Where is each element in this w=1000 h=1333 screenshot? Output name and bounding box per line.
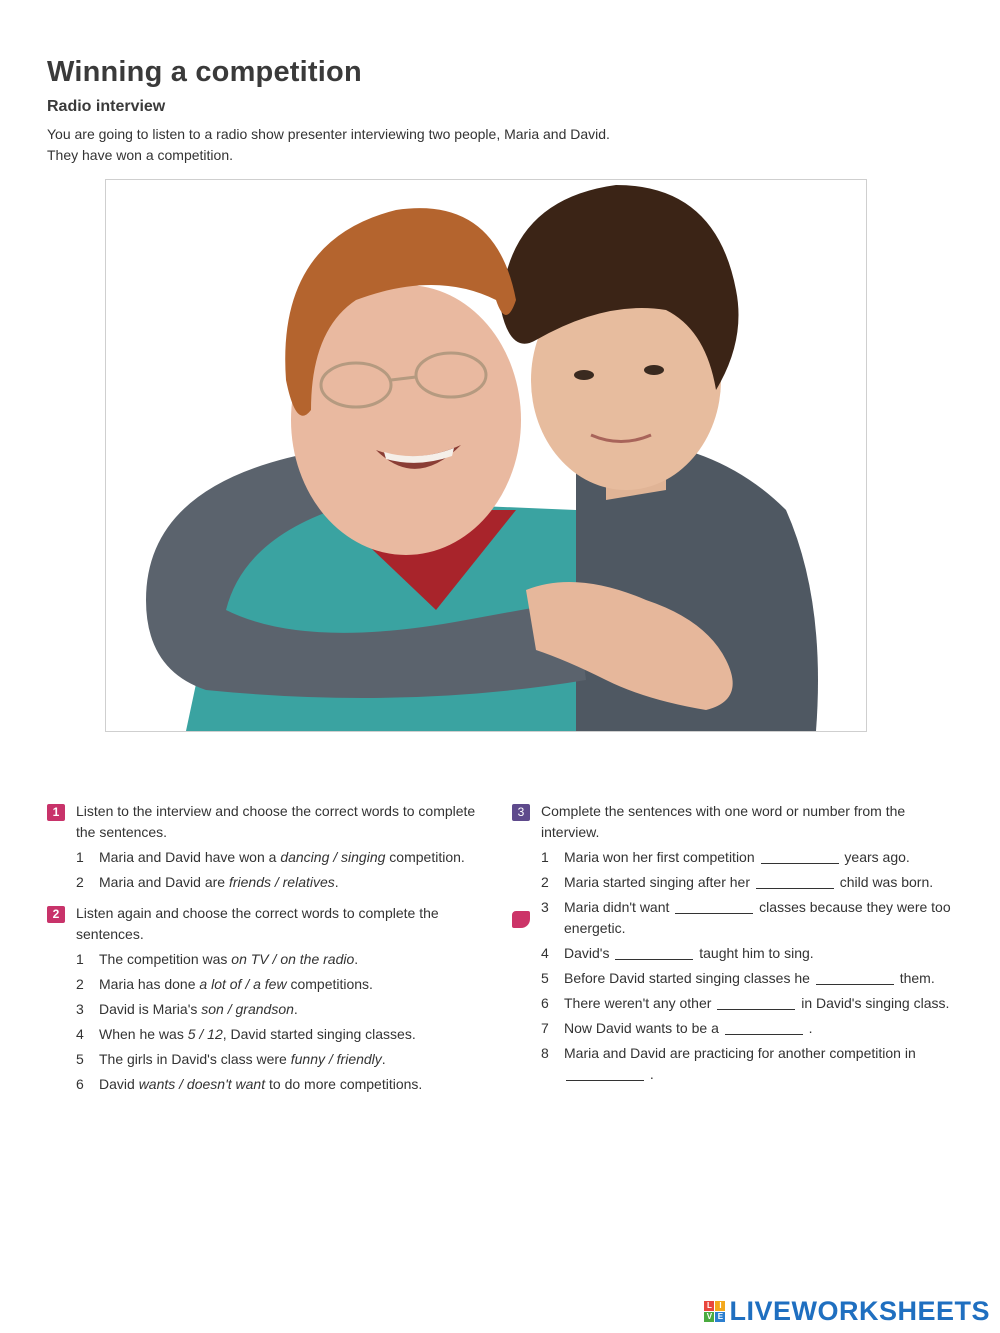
answer-blank[interactable] — [761, 849, 839, 864]
item-number: 4 — [76, 1026, 84, 1042]
fill-in-item — [512, 847, 952, 868]
sentence-item — [47, 1074, 487, 1095]
intro-text: You are going to listen to a radio show presenter interviewing two people, Maria and David. They have won a competition. — [47, 126, 610, 163]
item-number: 2 — [541, 874, 549, 890]
item-number: 5 — [541, 970, 549, 986]
sentence-start: Maria started singing after her — [564, 874, 750, 890]
item-number: 2 — [76, 874, 84, 890]
sentence-start: Maria won her first competition — [564, 849, 755, 865]
sentence-end: . — [808, 1020, 813, 1036]
exercise-1-instruction: Listen to the interview and choose the correct words to complete the sentences. — [76, 803, 476, 840]
sentence-start: Maria and David have won a — [99, 849, 281, 865]
page-title: Winning a competition — [47, 56, 362, 88]
sentence-end: taught him to sing. — [699, 945, 814, 961]
photo-grandmother-grandson — [105, 179, 867, 732]
exercise-1-items — [47, 847, 487, 893]
exercise-3-items — [512, 847, 952, 1085]
sentence-item — [47, 949, 487, 970]
word-choice[interactable]: friends / relatives — [228, 874, 335, 890]
right-column — [512, 801, 952, 1095]
sentence-item — [47, 847, 487, 868]
sentence-start: David — [99, 1076, 139, 1092]
fill-in-item — [512, 993, 952, 1014]
answer-blank[interactable] — [756, 874, 834, 889]
item-number: 2 — [76, 976, 84, 992]
logo-letter-v: V — [704, 1312, 714, 1322]
sentence-end: years ago. — [844, 849, 910, 865]
logo-icon — [704, 1301, 725, 1322]
sentence-start: There weren't any other — [564, 995, 712, 1011]
left-column — [47, 801, 487, 1105]
sentence-end: . — [334, 874, 339, 890]
answer-blank[interactable] — [566, 1066, 644, 1081]
logo-letter-e: E — [715, 1312, 725, 1322]
word-choice[interactable]: son / grandson — [201, 1001, 294, 1017]
word-choice[interactable]: dancing / singing — [280, 849, 386, 865]
answer-blank[interactable] — [816, 970, 894, 985]
sentence-item — [47, 1049, 487, 1070]
fill-in-item — [512, 1018, 952, 1039]
sentence-start: Maria has done — [99, 976, 200, 992]
item-number: 3 — [541, 899, 549, 915]
sentence-start: When he was — [99, 1026, 188, 1042]
word-choice[interactable]: a lot of / a few — [199, 976, 287, 992]
item-number: 6 — [76, 1076, 84, 1092]
sentence-item — [47, 1024, 487, 1045]
logo-letter-l: L — [704, 1301, 714, 1311]
sentence-end: classes because they were too energetic. — [564, 899, 951, 936]
fill-in-item — [512, 897, 952, 939]
sentence-end: . — [293, 1001, 298, 1017]
sentence-end: . — [649, 1066, 654, 1082]
answer-blank[interactable] — [615, 945, 693, 960]
word-choice[interactable]: on TV / on the radio — [231, 951, 355, 967]
page-subtitle: Radio interview — [47, 98, 166, 115]
exercise-2-items — [47, 949, 487, 1095]
fill-in-item — [512, 943, 952, 964]
exercise-2 — [47, 903, 487, 945]
sentence-start: The girls in David's class were — [99, 1051, 291, 1067]
logo-letter-i: I — [715, 1301, 725, 1311]
item-number: 6 — [541, 995, 549, 1011]
sentence-start: David is Maria's — [99, 1001, 202, 1017]
sentence-end: to do more competitions. — [265, 1076, 423, 1092]
sentence-item — [47, 872, 487, 893]
item-number: 3 — [76, 1001, 84, 1017]
answer-blank[interactable] — [717, 995, 795, 1010]
word-choice[interactable]: 5 / 12 — [187, 1026, 223, 1042]
word-choice[interactable]: wants / doesn't want — [138, 1076, 266, 1092]
fill-in-item — [512, 872, 952, 893]
sentence-end: them. — [899, 970, 935, 986]
sentence-end: competitions. — [286, 976, 373, 992]
exercise-1-number: 1 — [47, 804, 65, 821]
fill-in-item — [512, 1043, 952, 1085]
item-number: 1 — [541, 849, 549, 865]
item-number: 5 — [76, 1051, 84, 1067]
liveworksheets-logo — [704, 1296, 990, 1326]
item-number: 7 — [541, 1020, 549, 1036]
sentence-item — [47, 974, 487, 995]
item-number: 1 — [76, 849, 84, 865]
sentence-start: Maria and David are — [99, 874, 229, 890]
sentence-start: Before David started singing classes he — [564, 970, 810, 986]
item-number: 8 — [541, 1045, 549, 1061]
exercise-1 — [47, 801, 487, 843]
sentence-start: The competition was — [99, 951, 232, 967]
fill-in-item — [512, 968, 952, 989]
answer-blank[interactable] — [725, 1020, 803, 1035]
sentence-start: Now David wants to be a — [564, 1020, 719, 1036]
item-number: 4 — [541, 945, 549, 961]
logo-text: LIVEWORKSHEETS — [729, 1295, 990, 1326]
sentence-start: Maria didn't want — [564, 899, 670, 915]
exercise-2-number: 2 — [47, 906, 65, 923]
exercise-3 — [512, 801, 952, 843]
sentence-end: competition. — [385, 849, 465, 865]
exercise-2-instruction: Listen again and choose the correct words to complete the sentences. — [76, 905, 439, 942]
word-choice[interactable]: funny / friendly — [290, 1051, 382, 1067]
exercise-3-instruction: Complete the sentences with one word or number from the interview. — [541, 803, 906, 840]
sentence-end: in David's singing class. — [801, 995, 950, 1011]
sentence-start: Maria and David are practicing for another competition in — [564, 1045, 916, 1061]
sentence-end: . — [354, 951, 359, 967]
answer-blank[interactable] — [675, 899, 753, 914]
sentence-item — [47, 999, 487, 1020]
sentence-end: . — [381, 1051, 386, 1067]
item-number: 1 — [76, 951, 84, 967]
sentence-start: David's — [564, 945, 610, 961]
sentence-end: , David started singing classes. — [222, 1026, 416, 1042]
exercise-3-number: 3 — [512, 804, 530, 821]
sentence-end: child was born. — [839, 874, 934, 890]
